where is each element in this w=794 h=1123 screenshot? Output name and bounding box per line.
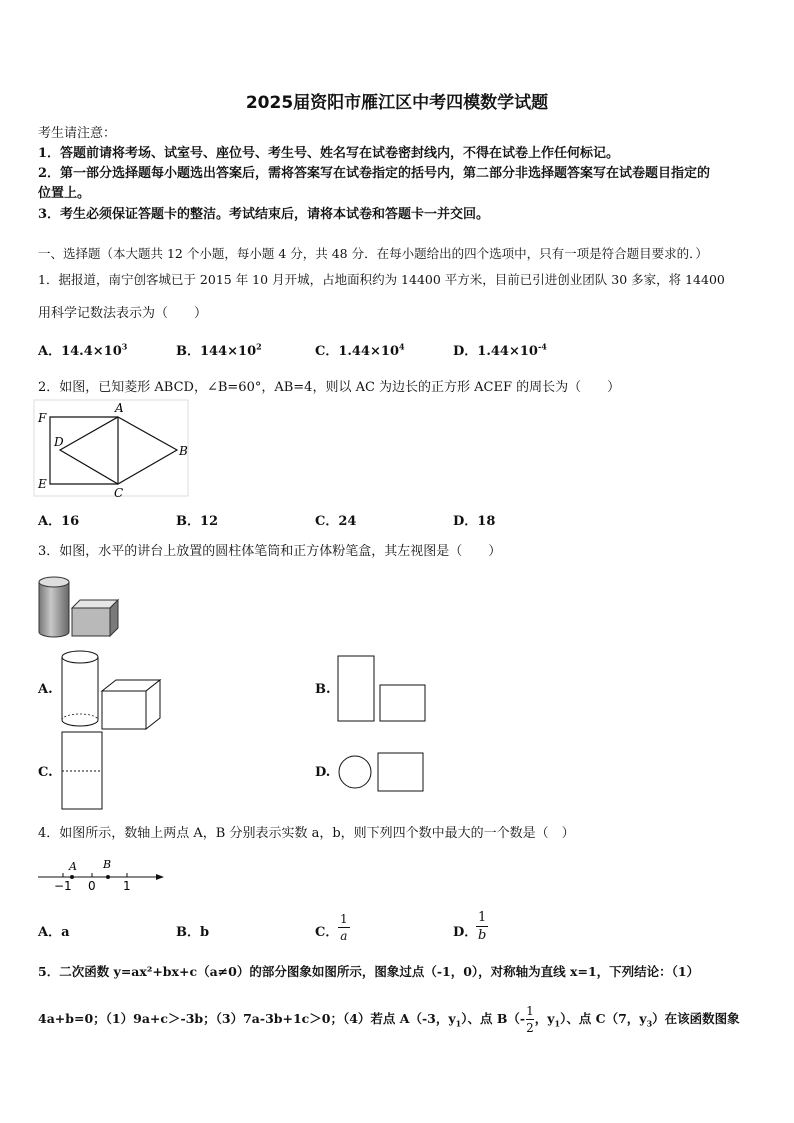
q4-tick-0: 0 xyxy=(88,879,96,893)
q4-label-a: A xyxy=(69,860,77,873)
q2-label-b: B xyxy=(179,444,188,458)
notice-item-3: 3．考生必须保证答题卡的整洁。考试结束后，请将本试卷和答题卡一并交回。 xyxy=(38,207,490,222)
q5-stem-line1: 5．二次函数 y=ax²+bx+c（a≠0）的部分图象如图所示，图象过点（-1，0），对称轴为直线 x=1，下列结论：（1） xyxy=(38,964,700,979)
q3-option-d-figure[interactable] xyxy=(336,750,428,794)
q2-label-e: E xyxy=(38,477,47,491)
notice-heading: 考生请注意： xyxy=(38,126,117,141)
notice-item-2: 2．第一部分选择题每小题选出答案后，需将答案写在试卷指定的括号内，第二部分非选择题答案写在试卷题目指定的 xyxy=(38,166,711,181)
q2-option-c[interactable]: C．24 xyxy=(315,514,357,529)
q3-stem: 3．如图，水平的讲台上放置的圆柱体笔筒和正方体粉笔盒，其左视图是（ ） xyxy=(38,544,502,559)
q2-figure xyxy=(34,400,194,500)
notice-item-1: 1．答题前请将考场、试室号、座位号、考生号、姓名写在试卷密封线内，不得在试卷上作任何标记。 xyxy=(38,146,620,161)
q3-option-a-figure[interactable] xyxy=(60,648,165,732)
q4-stem: 4．如图所示，数轴上两点 A，B 分别表示实数 a，b，则下列四个数中最大的一个数是（ ） xyxy=(38,826,575,841)
q3-option-d-label[interactable]: D. xyxy=(315,765,331,780)
q3-figure xyxy=(36,572,120,640)
q2-label-c: C xyxy=(114,486,124,500)
q1-stem-line1: 1．据报道，南宁创客城已于 2015 年 10 月开城，占地面积约为 14400 平方米，目前已引进创业团队 30 多家，将 14400 xyxy=(38,272,725,287)
q1-option-b[interactable]: B．$144\times 10^2$ xyxy=(176,341,262,359)
q1-stem-line2: 用科学记数法表示为（ ） xyxy=(38,306,208,321)
q4-tick-neg1: −1 xyxy=(54,879,72,893)
q4-tick-1: 1 xyxy=(123,879,131,893)
q2-label-d: D xyxy=(54,435,64,449)
page-title: 2025届资阳市雁江区中考四模数学试题 xyxy=(245,93,549,113)
q4-option-c-label[interactable]: C． xyxy=(315,925,339,940)
q3-option-b-figure[interactable] xyxy=(336,655,428,725)
q1-option-d[interactable]: D．$1.44\times 10^{-4}$ xyxy=(453,341,547,359)
q4-option-d-label[interactable]: D． xyxy=(453,925,478,940)
q3-option-a-label[interactable]: A. xyxy=(38,682,53,697)
q3-option-b-label[interactable]: B. xyxy=(315,682,331,697)
q3-option-c-label[interactable]: C. xyxy=(38,765,53,780)
q4-option-c-fraction[interactable]: 1 a xyxy=(340,912,348,943)
notice-item-2-cont: 位置上。 xyxy=(38,186,91,201)
q5-fraction-half: $\frac{1}{2}$ xyxy=(526,1004,534,1035)
q3-option-c-figure[interactable] xyxy=(60,730,106,812)
q4-number-line xyxy=(36,856,168,896)
q4-option-a[interactable]: A．a xyxy=(38,925,70,940)
q4-label-b: B xyxy=(103,858,112,871)
q2-option-d[interactable]: D．18 xyxy=(453,514,496,529)
q1-option-a[interactable]: A．$14.4\times 10^3$ xyxy=(38,341,128,359)
q2-label-a: A xyxy=(115,401,124,415)
q4-option-b[interactable]: B．b xyxy=(176,925,210,940)
q2-option-b[interactable]: B．12 xyxy=(176,514,219,529)
q5-stem-line2: 4a+b=0；（1）9a+c＞-3b；（3）7a-3b+1c＞0；（4）若点 A（-3，$y_1$）、点 B（- $\frac{1}{2}$ ，$y_1$）、点 C（7，$y_3$）在该函数图象 xyxy=(38,1004,740,1035)
q2-option-a[interactable]: A．16 xyxy=(38,514,80,529)
q1-option-c[interactable]: C．$1.44\times 10^4$ xyxy=(315,341,405,359)
q2-label-f: F xyxy=(38,411,47,425)
q4-option-d-fraction[interactable]: 1 b xyxy=(477,910,487,943)
section-heading: 一、选择题（本大题共 12 个小题，每小题 4 分，共 48 分．在每小题给出的四个选项中，只有一项是符合题目要求的．） xyxy=(38,246,708,261)
q2-stem: 2．如图，已知菱形 ABCD，∠B=60°，AB=4，则以 AC 为边长的正方形 ACEF 的周长为（ ） xyxy=(38,380,621,395)
